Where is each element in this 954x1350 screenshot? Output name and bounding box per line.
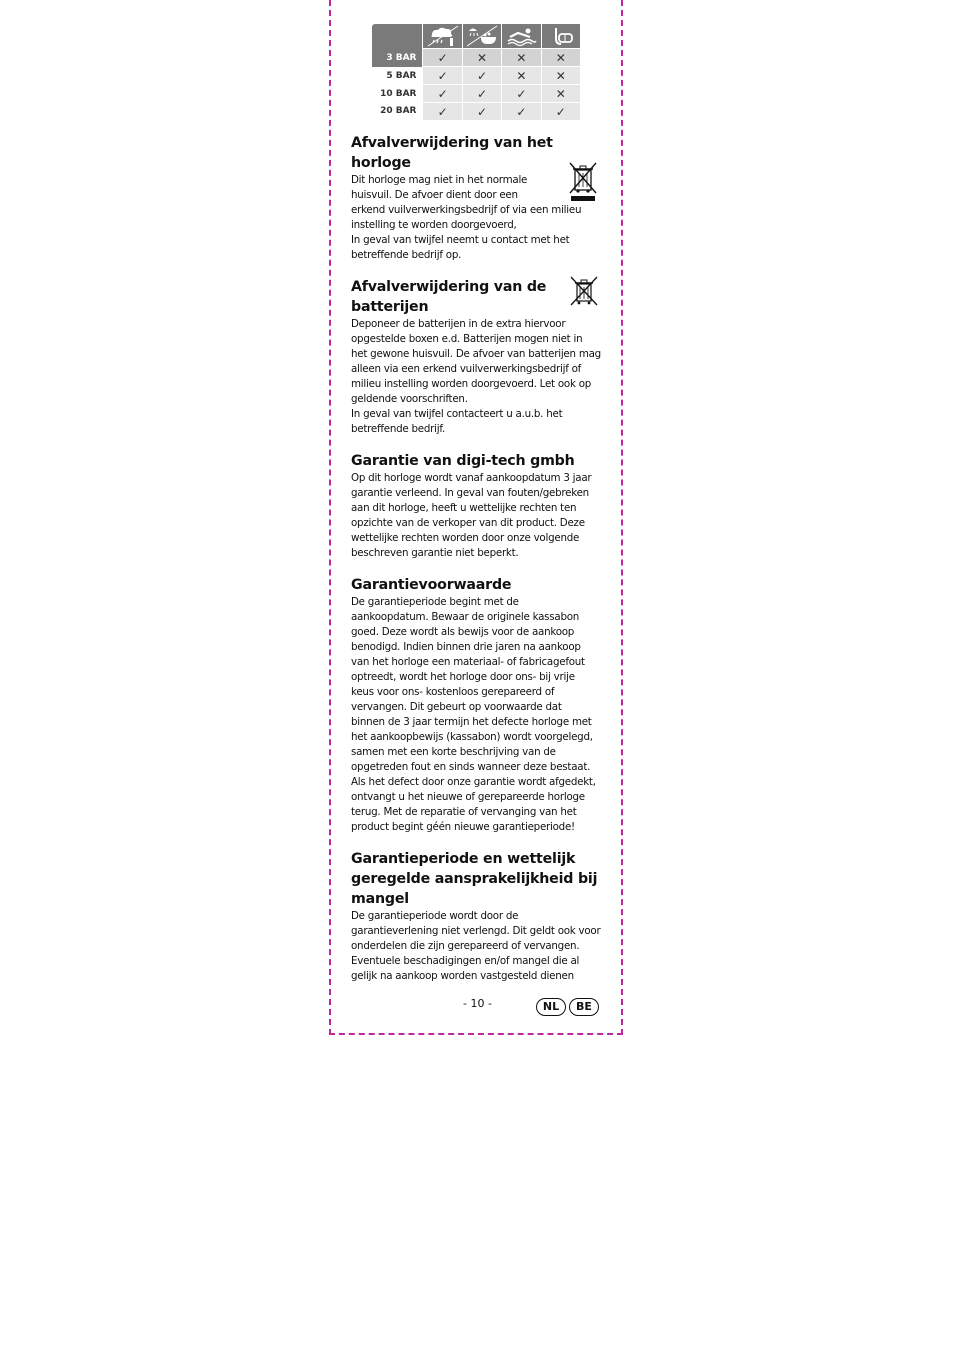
section-guarantee-period xyxy=(351,849,605,984)
header-blank-cell xyxy=(372,24,423,49)
language-badge-be: BE xyxy=(569,998,599,1016)
row-label: 3 BAR xyxy=(372,49,423,67)
table-row xyxy=(372,103,580,121)
section-title: Garantieperiode en wettelijk geregelde aansprakelijkheid bij mangel xyxy=(351,851,598,907)
check-mark: ✓ xyxy=(423,85,462,103)
check-mark: ✓ xyxy=(423,67,462,85)
section-title: Afvalverwijdering van de batterijen xyxy=(351,279,547,315)
row-label: 10 BAR xyxy=(380,88,417,99)
cross-mark: ✕ xyxy=(541,49,580,67)
check-mark: ✓ xyxy=(462,85,501,103)
cross-mark: ✕ xyxy=(502,67,541,85)
cross-mark: ✕ xyxy=(541,85,580,103)
water-resistance-table xyxy=(372,24,580,120)
section-title: Garantie van digi-tech gmbh xyxy=(351,453,575,469)
language-badge-nl: NL xyxy=(536,998,566,1016)
section-title: Garantievoorwaarde xyxy=(351,577,512,593)
section-body: Dit horloge mag niet in het normale huisvuil. De afvoer dient door een erkend vuilverwerkingsbedrijf of via een milieu instelling te worden doorgevoerd, In geval van twijfel neemt u contact met het betreffende bedrijf op. xyxy=(351,174,582,261)
cross-mark: ✕ xyxy=(462,49,501,67)
section-guarantee-conditions xyxy=(351,575,605,835)
row-label: 5 BAR xyxy=(386,70,417,81)
rain-splash-icon xyxy=(423,24,462,49)
section-body: Op dit horloge wordt vanaf aankoopdatum 3 jaar garantie verleend. In geval van fouten/gebreken aan dit horloge, heeft u wettelijke rechten ten opzichte van de verkoper van dit product. Deze wettelijke rechten worden door onze volgende beschreven garantie niet beperkt. xyxy=(351,472,592,559)
cross-mark: ✕ xyxy=(502,49,541,67)
table-row xyxy=(372,67,580,85)
section-body: De garantieperiode begint met de aankoopdatum. Bewaar de originele kassabon goed. Deze wordt als bewijs voor de aankoop benodigd. Indien binnen drie jaren na aankoop van het horloge een materiaal- of fabricagefout optreedt, wordt het horloge door ons- bij vrije keus voor ons- kostenloos gerepareerd of vervangen. Dit gebeurt op voorwaarde dat binnen de 3 jaar termijn het defecte horloge met het aankoopbewijs (kassabon) wordt voorgelegd, samen met een korte beschrijving van de opgetreden fout en sinds wanneer deze bestaat. Als het defect door onze garantie wordt afgedekt, ontvangt u het nieuwe of gerepareerde horloge terug. Met de reparatie of vervanging van het product begint géén nieuwe garantieperiode! xyxy=(351,596,596,833)
section-guarantee xyxy=(351,451,605,561)
check-mark: ✓ xyxy=(502,103,541,121)
page-number: - 10 - xyxy=(463,997,492,1010)
check-mark: ✓ xyxy=(462,103,501,121)
cross-mark: ✕ xyxy=(541,67,580,85)
check-mark: ✓ xyxy=(502,85,541,103)
table-header-row xyxy=(372,24,580,49)
check-mark: ✓ xyxy=(541,103,580,121)
check-mark: ✓ xyxy=(423,49,462,67)
section-disposal-batteries xyxy=(351,277,605,437)
content-column xyxy=(351,133,605,998)
row-label: 20 BAR xyxy=(380,106,417,117)
section-body: De garantieperiode wordt door de garantieverlening niet verlengd. Dit geldt ook voor onderdelen die zijn gerepareerd of vervangen. Eventuele beschadigingen en/of mangel die al gelijk na aankoop worden vastgesteld dienen xyxy=(351,910,601,982)
shower-bath-icon xyxy=(462,24,501,49)
section-body: Deponeer de batterijen in de extra hiervoor opgestelde boxen e.d. Batterijen mogen niet in het gewone huisvuil. De afvoer van batterijen mag alleen via een erkend vuilverwerkingsbedrijf of milieu instelling worden doorgevoerd. Let ook op geldende voorschriften. In geval van twijfel contacteert u a.u.b. het betreffende bedrijf. xyxy=(351,318,601,435)
snorkel-icon xyxy=(541,24,580,49)
table-row xyxy=(372,49,580,67)
swimming-icon xyxy=(502,24,541,49)
check-mark: ✓ xyxy=(423,103,462,121)
check-mark: ✓ xyxy=(462,67,501,85)
section-title: Afvalverwijdering van het horloge xyxy=(351,135,553,171)
section-disposal-watch xyxy=(351,133,605,263)
table-row xyxy=(372,85,580,103)
